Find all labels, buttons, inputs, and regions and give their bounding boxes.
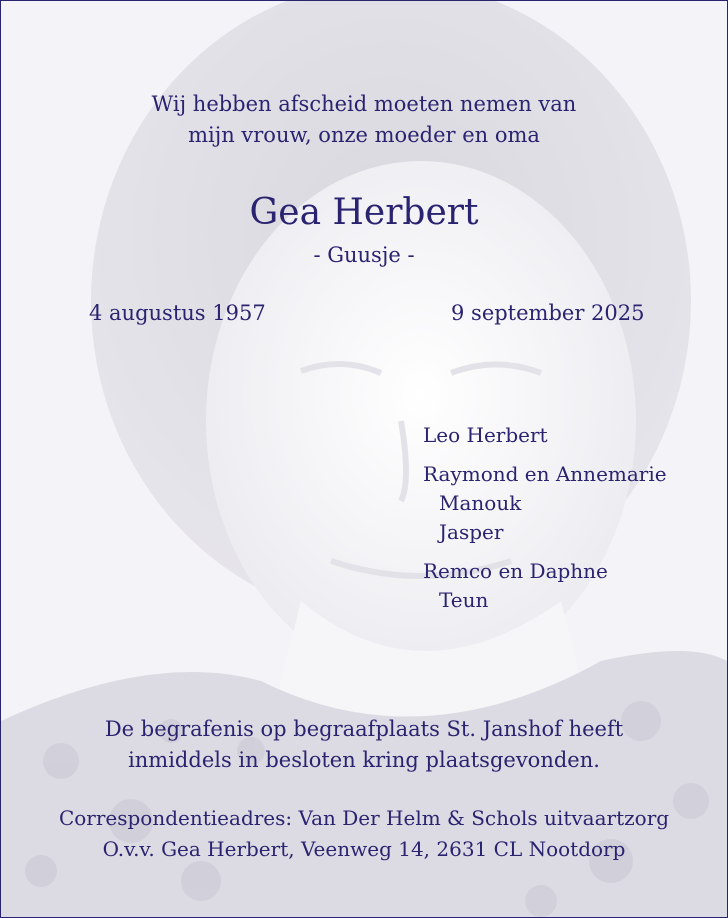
death-date: 9 september 2025: [451, 301, 645, 325]
correspondence-address: [1, 803, 727, 865]
address-line-2: O.v.v. Gea Herbert, Veenweg 14, 2631 CL Nootdorp: [102, 837, 626, 861]
intro-line-1: Wij hebben afscheid moeten nemen van: [151, 92, 577, 116]
funeral-notice: [1, 714, 727, 776]
family-group: [423, 460, 667, 547]
family-spouse: Leo Herbert: [423, 423, 548, 447]
family-parents: Remco en Daphne: [423, 559, 608, 583]
birth-date: 4 augustus 1957: [89, 301, 266, 325]
family-child: Jasper: [439, 520, 504, 544]
family-group: [423, 557, 667, 615]
family-parents: Raymond en Annemarie: [423, 462, 667, 486]
family-list: [423, 421, 667, 625]
intro-text: [1, 89, 727, 151]
family-child: Teun: [439, 588, 489, 612]
address-line-1: Correspondentieadres: Van Der Helm & Schols uitvaartzorg: [58, 806, 670, 830]
notice-line-1: De begrafenis op begraafplaats St. Janshof heeft: [104, 717, 624, 741]
notice-line-2: inmiddels in besloten kring plaatsgevonden.: [128, 748, 600, 772]
intro-line-2: mijn vrouw, onze moeder en oma: [188, 123, 540, 147]
nickname: - Guusje -: [313, 243, 415, 267]
deceased-name: Gea Herbert: [249, 192, 479, 233]
family-child: Manouk: [439, 491, 522, 515]
